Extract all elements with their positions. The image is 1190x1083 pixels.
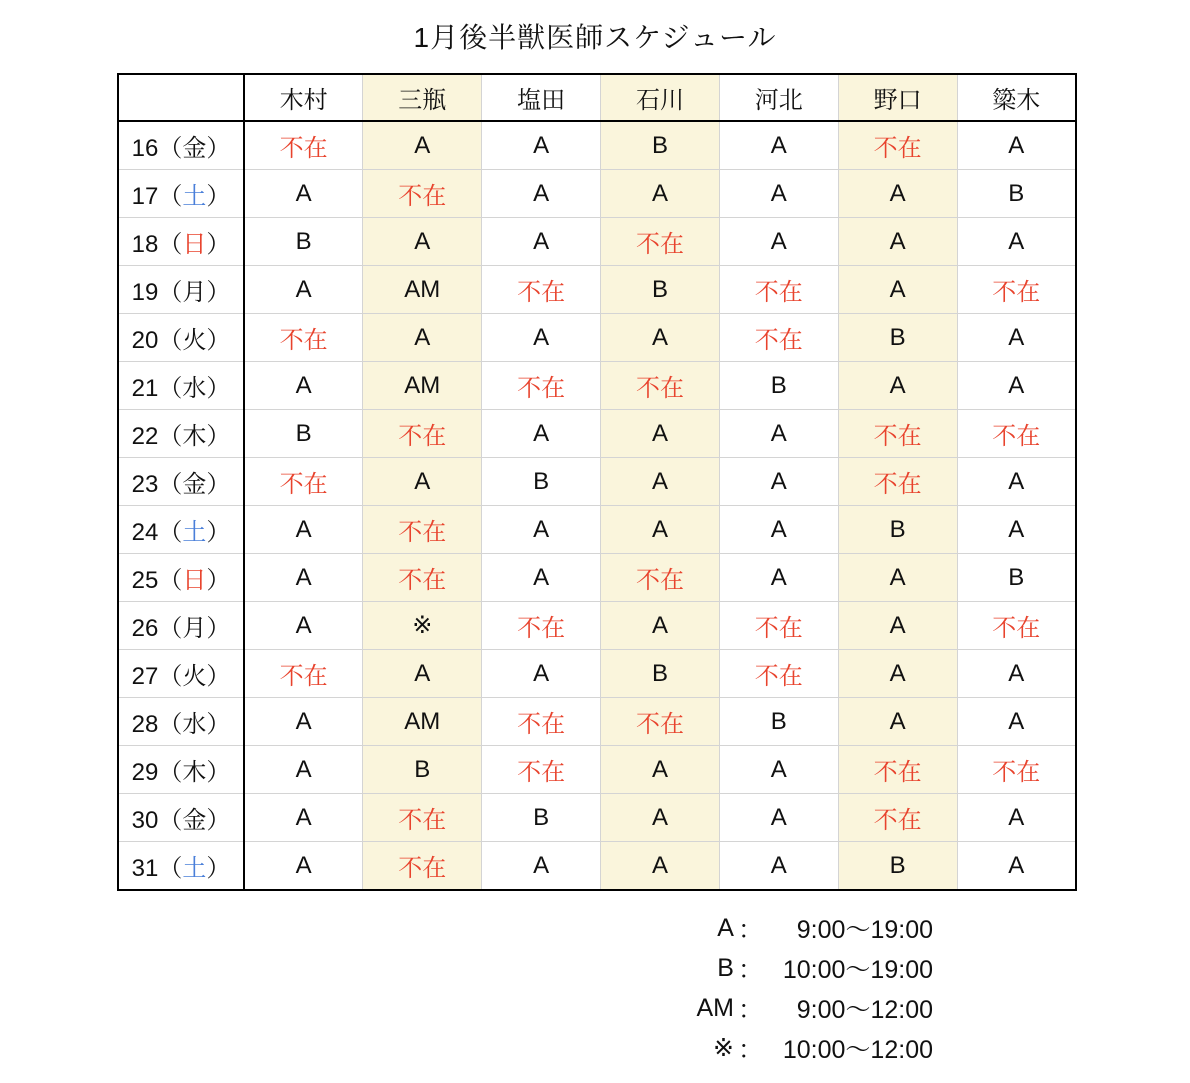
legend-separator: ： [737,916,763,944]
schedule-body [118,121,1076,890]
cell-31-石川: A [601,842,720,891]
cell-22-塩田: A [482,410,601,458]
cell-28-木村: A [244,698,363,746]
cell-19-塩田: 不在 [482,266,601,314]
date-cell-19 [118,266,244,314]
schedule-row-25 [118,554,1076,602]
cell-29-河北: A [719,746,838,794]
cell-26-石川: A [601,602,720,650]
cell-22-野口: 不在 [838,410,957,458]
date-cell-26 [118,602,244,650]
cell-25-塩田: A [482,554,601,602]
legend-label: ※ [713,1034,734,1062]
cell-17-木村: A [244,170,363,218]
date-cell-23 [118,458,244,506]
cell-25-河北: A [719,554,838,602]
legend-row-※ [686,1028,933,1068]
cell-21-河北: B [719,362,838,410]
cell-19-木村: A [244,266,363,314]
cell-20-簗木: A [957,314,1076,362]
cell-20-石川: A [601,314,720,362]
legend-time: 9:00〜19:00 [796,916,933,944]
cell-25-簗木: B [957,554,1076,602]
date-number: 29 [131,759,159,786]
date-cell-16 [118,121,244,170]
cell-31-木村: A [244,842,363,891]
cell-16-石川: B [601,121,720,170]
paren-close: ） [206,711,231,738]
cell-30-野口: 不在 [838,794,957,842]
cell-17-三瓶: 不在 [363,170,482,218]
paren-close: ） [206,231,231,258]
day-of-week: 月 [182,615,207,642]
cell-31-野口: B [838,842,957,891]
schedule-row-24 [118,506,1076,554]
date-number: 20 [131,327,159,354]
cell-28-石川: 不在 [601,698,720,746]
schedule-row-26 [118,602,1076,650]
date-cell-27 [118,650,244,698]
cell-17-石川: A [601,170,720,218]
cell-29-簗木: 不在 [957,746,1076,794]
legend-separator: ： [737,956,763,984]
cell-21-三瓶: AM [363,362,482,410]
cell-25-石川: 不在 [601,554,720,602]
legend-separator: ： [737,1036,763,1064]
day-of-week: 水 [182,711,207,738]
cell-24-塩田: A [482,506,601,554]
cell-31-塩田: A [482,842,601,891]
day-of-week: 日 [182,231,207,258]
date-number: 27 [131,663,159,690]
cell-29-野口: 不在 [838,746,957,794]
cell-28-野口: A [838,698,957,746]
cell-17-塩田: A [482,170,601,218]
schedule-row-23 [118,458,1076,506]
date-number: 16 [131,135,159,162]
date-number: 30 [131,807,159,834]
schedule-table [117,73,1077,891]
cell-18-河北: A [719,218,838,266]
date-cell-24 [118,506,244,554]
date-number: 19 [131,279,159,306]
column-header-塩田: 塩田 [482,74,601,121]
header-row [118,74,1076,121]
day-of-week: 土 [182,519,207,546]
date-cell-17 [118,170,244,218]
cell-27-石川: B [601,650,720,698]
column-header-石川: 石川 [601,74,720,121]
schedule-row-20 [118,314,1076,362]
paren-close: ） [206,183,231,210]
cell-17-簗木: B [957,170,1076,218]
cell-29-石川: A [601,746,720,794]
corner-cell [118,74,244,121]
schedule-row-31 [118,842,1076,891]
cell-19-三瓶: AM [363,266,482,314]
day-of-week: 金 [182,807,207,834]
cell-27-野口: A [838,650,957,698]
date-cell-18 [118,218,244,266]
cell-16-塩田: A [482,121,601,170]
cell-26-簗木: 不在 [957,602,1076,650]
cell-16-三瓶: A [363,121,482,170]
day-of-week: 火 [182,663,207,690]
cell-20-三瓶: A [363,314,482,362]
cell-22-木村: B [244,410,363,458]
cell-24-野口: B [838,506,957,554]
cell-24-三瓶: 不在 [363,506,482,554]
day-of-week: 木 [182,423,207,450]
paren-close: ） [206,855,231,882]
cell-28-塩田: 不在 [482,698,601,746]
cell-30-河北: A [719,794,838,842]
cell-23-河北: A [719,458,838,506]
schedule-row-22 [118,410,1076,458]
paren-open: （ [158,759,183,786]
day-of-week: 水 [182,375,207,402]
paren-open: （ [158,375,183,402]
date-number: 17 [131,183,159,210]
date-number: 28 [131,711,159,738]
paren-open: （ [158,471,183,498]
cell-18-木村: B [244,218,363,266]
cell-19-石川: B [601,266,720,314]
schedule-header [118,74,1076,121]
paren-open: （ [158,807,183,834]
cell-19-簗木: 不在 [957,266,1076,314]
cell-24-簗木: A [957,506,1076,554]
cell-29-三瓶: B [363,746,482,794]
cell-27-河北: 不在 [719,650,838,698]
cell-24-石川: A [601,506,720,554]
paren-close: ） [206,615,231,642]
paren-close: ） [206,471,231,498]
legend-separator: ： [737,996,763,1024]
legend-row-B [686,948,933,988]
cell-23-簗木: A [957,458,1076,506]
cell-18-野口: A [838,218,957,266]
legend-label: AM [696,993,734,1022]
cell-22-三瓶: 不在 [363,410,482,458]
cell-21-石川: 不在 [601,362,720,410]
cell-19-河北: 不在 [719,266,838,314]
cell-22-簗木: 不在 [957,410,1076,458]
schedule-row-28 [118,698,1076,746]
cell-16-野口: 不在 [838,121,957,170]
cell-18-簗木: A [957,218,1076,266]
date-cell-20 [118,314,244,362]
column-header-野口: 野口 [838,74,957,121]
day-of-week: 月 [182,279,207,306]
date-number: 18 [131,231,159,258]
column-header-簗木: 簗木 [957,74,1076,121]
schedule-row-18 [118,218,1076,266]
schedule-row-29 [118,746,1076,794]
cell-27-三瓶: A [363,650,482,698]
date-number: 23 [131,471,159,498]
column-header-三瓶: 三瓶 [363,74,482,121]
paren-open: （ [158,855,183,882]
legend-row-A [686,908,933,948]
cell-27-簗木: A [957,650,1076,698]
date-number: 26 [131,615,159,642]
column-header-木村: 木村 [244,74,363,121]
schedule-row-30 [118,794,1076,842]
paren-close: ） [206,807,231,834]
cell-23-石川: A [601,458,720,506]
cell-19-野口: A [838,266,957,314]
cell-18-塩田: A [482,218,601,266]
schedule-row-27 [118,650,1076,698]
date-cell-29 [118,746,244,794]
paren-open: （ [158,279,183,306]
cell-21-野口: A [838,362,957,410]
date-number: 22 [131,423,159,450]
cell-16-木村: 不在 [244,121,363,170]
cell-18-石川: 不在 [601,218,720,266]
legend-row-AM [686,988,933,1028]
cell-30-塩田: B [482,794,601,842]
cell-20-河北: 不在 [719,314,838,362]
date-number: 24 [131,519,159,546]
schedule-row-21 [118,362,1076,410]
paren-close: ） [206,375,231,402]
legend-time: 10:00〜19:00 [782,956,933,984]
cell-20-野口: B [838,314,957,362]
date-cell-22 [118,410,244,458]
cell-22-石川: A [601,410,720,458]
legend-label: A [717,913,734,942]
day-of-week: 土 [182,183,207,210]
paren-open: （ [158,231,183,258]
paren-close: ） [206,135,231,162]
cell-25-木村: A [244,554,363,602]
cell-16-簗木: A [957,121,1076,170]
cell-30-三瓶: 不在 [363,794,482,842]
cell-31-簗木: A [957,842,1076,891]
paren-close: ） [206,279,231,306]
schedule-row-19 [118,266,1076,314]
day-of-week: 木 [182,759,207,786]
cell-23-木村: 不在 [244,458,363,506]
cell-27-木村: 不在 [244,650,363,698]
legend-time: 10:00〜12:00 [782,1036,933,1064]
cell-28-河北: B [719,698,838,746]
cell-21-塩田: 不在 [482,362,601,410]
cell-16-河北: A [719,121,838,170]
cell-28-三瓶: AM [363,698,482,746]
paren-open: （ [158,519,183,546]
cell-18-三瓶: A [363,218,482,266]
cell-17-野口: A [838,170,957,218]
date-number: 25 [131,567,159,594]
schedule-row-17 [118,170,1076,218]
cell-29-木村: A [244,746,363,794]
cell-31-三瓶: 不在 [363,842,482,891]
cell-30-簗木: A [957,794,1076,842]
cell-22-河北: A [719,410,838,458]
cell-25-野口: A [838,554,957,602]
cell-21-簗木: A [957,362,1076,410]
date-number: 21 [131,375,159,402]
page-title: 1月後半獣医師スケジュール [413,22,777,53]
day-of-week: 金 [182,471,207,498]
paren-open: （ [158,327,183,354]
paren-open: （ [158,423,183,450]
shift-legend [686,908,933,1068]
day-of-week: 日 [182,567,207,594]
cell-23-野口: 不在 [838,458,957,506]
cell-26-野口: A [838,602,957,650]
cell-30-木村: A [244,794,363,842]
cell-24-河北: A [719,506,838,554]
date-cell-28 [118,698,244,746]
legend-time: 9:00〜12:00 [796,996,933,1024]
schedule-row-16 [118,121,1076,170]
cell-21-木村: A [244,362,363,410]
cell-29-塩田: 不在 [482,746,601,794]
date-cell-31 [118,842,244,891]
cell-25-三瓶: 不在 [363,554,482,602]
paren-close: ） [206,759,231,786]
date-cell-30 [118,794,244,842]
date-cell-25 [118,554,244,602]
paren-open: （ [158,567,183,594]
cell-23-三瓶: A [363,458,482,506]
day-of-week: 金 [182,135,207,162]
cell-30-石川: A [601,794,720,842]
cell-31-河北: A [719,842,838,891]
cell-17-河北: A [719,170,838,218]
cell-26-塩田: 不在 [482,602,601,650]
cell-26-木村: A [244,602,363,650]
cell-20-木村: 不在 [244,314,363,362]
paren-open: （ [158,711,183,738]
legend-label: B [717,953,734,982]
day-of-week: 火 [182,327,207,354]
paren-close: ） [206,663,231,690]
day-of-week: 土 [182,855,207,882]
cell-26-河北: 不在 [719,602,838,650]
cell-24-木村: A [244,506,363,554]
paren-close: ） [206,423,231,450]
paren-open: （ [158,135,183,162]
cell-26-三瓶: ※ [363,602,482,650]
date-cell-21 [118,362,244,410]
date-number: 31 [131,855,159,882]
paren-open: （ [158,663,183,690]
paren-close: ） [206,567,231,594]
cell-27-塩田: A [482,650,601,698]
paren-open: （ [158,615,183,642]
paren-open: （ [158,183,183,210]
cell-23-塩田: B [482,458,601,506]
column-header-河北: 河北 [719,74,838,121]
paren-close: ） [206,327,231,354]
cell-28-簗木: A [957,698,1076,746]
paren-close: ） [206,519,231,546]
cell-20-塩田: A [482,314,601,362]
